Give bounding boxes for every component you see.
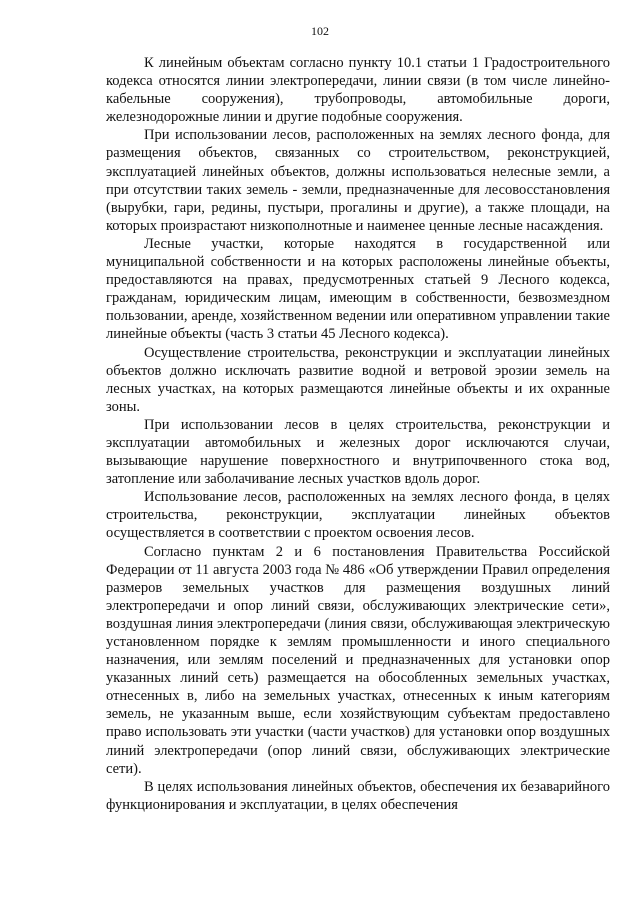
paragraph-forest-development-project: Использование лесов, расположенных на землях лесного фонда, в целях строительства, реконструкции, эксплуатации линейных объектов осуществляется в соответствии с проектом освоения лесов. — [106, 489, 610, 542]
paragraph-road-construction: При использовании лесов в целях строительства, реконструкции и эксплуатации автомобильных и железных дорог исключаются случаи, вызывающие нарушение поверхностного и внутрипочвенного стока вод, затопление или заболачивание лесных участков вдоль дорог. — [106, 416, 610, 488]
paragraph-linear-objects-definition: К линейным объектам согласно пункту 10.1 статьи 1 Градостроительного кодекса относятся линии электропередачи, линии связи (в том числе линейно-кабельные сооружения), трубопроводы, автомобильные дороги, железнодорожные линии и другие подобные сооружения. — [106, 55, 610, 126]
paragraph-erosion-prevention: Осуществление строительства, реконструкции и эксплуатации линейных объектов должно исключать развитие водной и ветровой эрозии земель на лесных участках, на которых размещаются линейные объекты и их охранные зоны. — [106, 344, 610, 415]
paragraph-forest-plots-rights: Лесные участки, которые находятся в государственной или муниципальной собственности и на которых расположены линейные объекты, предоставляются на правах, предусмотренных статьей 9 Лесного кодекса, гражданам, юридическим лицам, имеющим в собственности, безвозмездном пользовании, аренде, хозяйственном ведении или оперативном управлении такие линейные объекты (часть 3 статьи 45 Лесного кодекса). — [106, 235, 610, 343]
paragraph-safe-operation: В целях использования линейных объектов, обеспечения их безаварийного функционирования и эксплуатации, в целях обеспечения — [106, 778, 610, 813]
paragraph-government-decree-486: Согласно пунктам 2 и 6 постановления Правительства Российской Федерации от 11 августа 2003 года № 486 «Об утверждении Правил определения размеров земельных участков для размещения воздушных линий электропередачи и опор линий связи, обслуживающих электрические сети», воздушная линия электропередачи (линия связи, обслуживающая электрическую установленном порядке к землям промышленности и иного специального назначения, или землям поселений и предназначенных для установки опор указанных линий сеть) размещается на обособленных земельных участках, отнесенных в, либо на земельных участках, отнесенных к иным категориям земель, не указанным выше, если хозяйствующим субъектам предоставлено право использовать эти участки (части участков) для установки опор воздушных линий электропередачи (опор линий связи, обслуживающих электрические сети). — [106, 543, 610, 777]
page-number: 102 — [311, 24, 329, 38]
document-body — [106, 54, 610, 814]
paragraph-land-use-for-objects: При использовании лесов, расположенных на землях лесного фонда, для размещения объектов, связанных со строительством, реконструкцией, эксплуатацией линейных объектов, должны использоваться нелесные земли, а при отсутствии таких земель - земли, предназначенные для лесовосстановления (вырубки, гари, редины, пустыри, прогалины и другие), а также площади, на которых произрастают низкополнотные и наименее ценные лесные насаждения. — [106, 127, 610, 234]
